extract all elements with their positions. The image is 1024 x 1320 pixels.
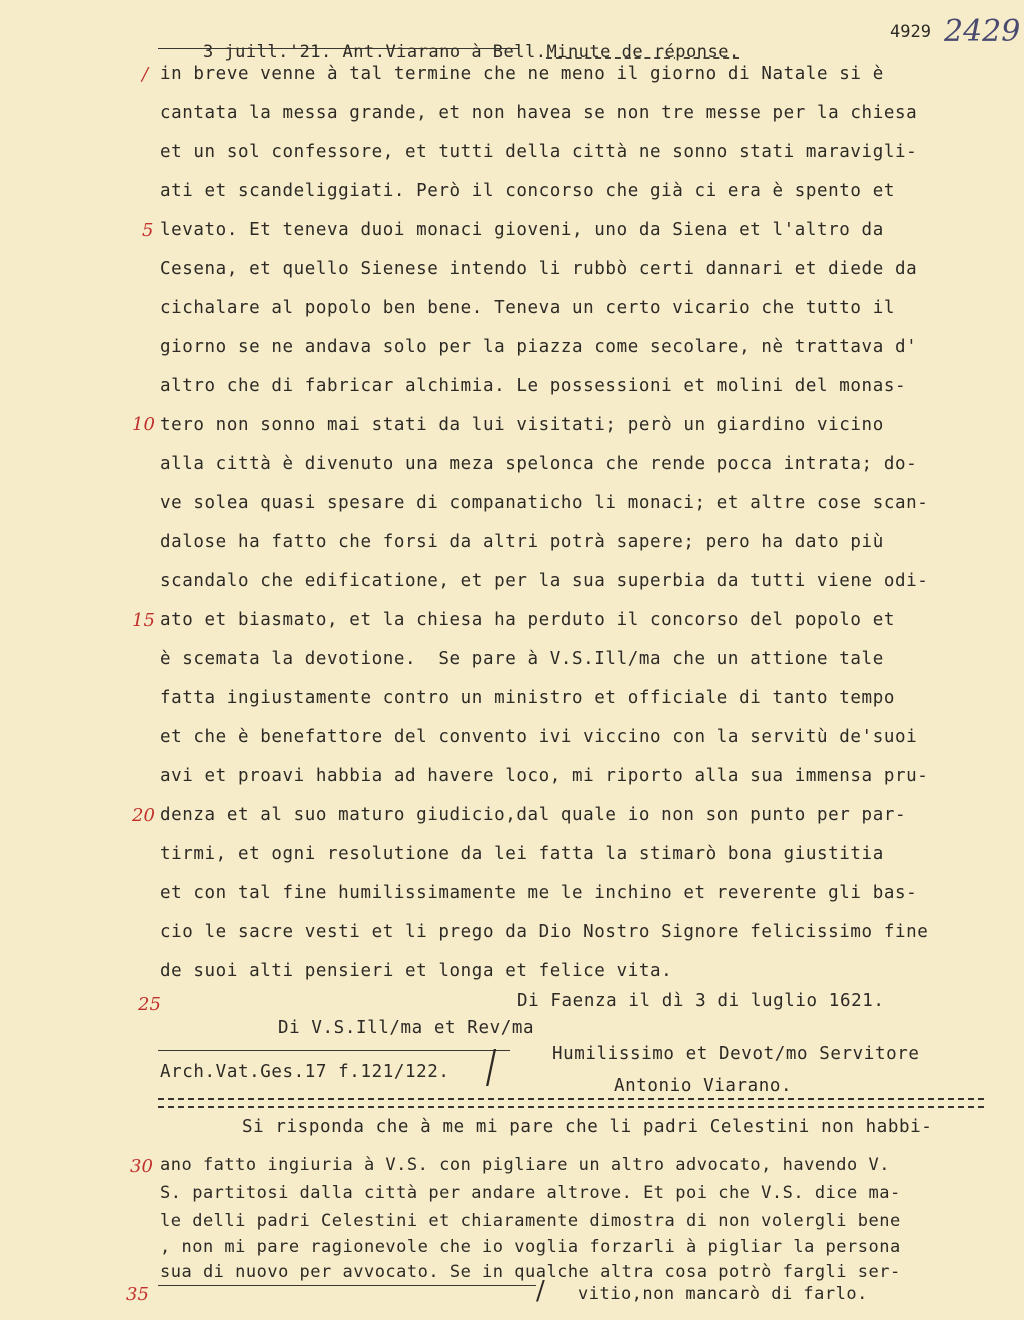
letter-line: cichalare al popolo ben bene. Teneva un certo vicario che tutto il xyxy=(160,298,895,318)
letter-line: giorno se ne andava solo per la piazza come secolare, nè trattava d' xyxy=(160,337,918,357)
closing-signature: Antonio Viarano. xyxy=(614,1076,793,1096)
letter-line: tirmi, et ogni resolutione da lei fatta la stimarò bona giustitia xyxy=(160,844,884,864)
margin-mark-30: 30 xyxy=(130,1156,153,1177)
reply-line: sua di nuovo per avvocato. Se in qualche altra cosa potrò fargli ser- xyxy=(160,1262,901,1282)
letter-line: levato. Et teneva duoi monaci gioveni, uno da Siena et l'altro da xyxy=(160,220,884,240)
letter-line: et che è benefattore del convento ivi viccino con la servitù de'suoi xyxy=(160,727,918,747)
letter-line: scandalo che edificatione, et per la sua superbia da tutti viene odi- xyxy=(160,571,929,591)
margin-mark-25: 25 xyxy=(138,994,161,1015)
letter-line: ato et biasmato, et la chiesa ha perduto il concorso del popolo et xyxy=(160,610,895,630)
reply-line: le delli padri Celestini et chiaramente dimostra di non volergli bene xyxy=(160,1211,901,1231)
letter-line: alla città è divenuto una meza spelonca che rende pocca intrata; do- xyxy=(160,454,918,474)
letter-line: è scemata la devotione. Se pare à V.S.Ill/ma che un attione tale xyxy=(160,649,884,669)
letter-line: ve solea quasi spesare di companaticho li monaci; et altre cose scan- xyxy=(160,493,929,513)
letter-line: cio le sacre vesti et li prego da Dio Nostro Signore felicissimo fine xyxy=(160,922,929,942)
reply-line: Si risponda che à me mi pare che li padri Celestini non habbi- xyxy=(242,1117,933,1137)
letter-line: in breve venne à tal termine che ne meno il giorno di Natale si è xyxy=(160,64,884,84)
letter-line: de suoi alti pensieri et longa et felice vita. xyxy=(160,961,673,981)
letter-line: denza et al suo maturo giudicio,dal quale io non son punto per par- xyxy=(160,805,907,825)
letter-line: dalose ha fatto che forsi da altri potrà sapere; pero ha dato più xyxy=(160,532,884,552)
letter-line: tero non sonno mai stati da lui visitati; però un giardino vicino xyxy=(160,415,884,435)
margin-mark-15: 15 xyxy=(132,610,155,631)
archive-slash: / xyxy=(486,1041,497,1094)
reply-line: S. partitosi dalla città per andare altrove. Et poi che V.S. dice ma- xyxy=(160,1183,901,1203)
reply-line: , non mi pare ragionevole che io voglia forzarli à pigliar la persona xyxy=(160,1237,901,1257)
reply-rule xyxy=(158,1285,536,1286)
closing-place-date: Di Faenza il dì 3 di luglio 1621. xyxy=(517,991,885,1011)
letter-line: et con tal fine humilissimamente me le inchino et reverente gli bas- xyxy=(160,883,918,903)
closing-salutation: Di V.S.Ill/ma et Rev/ma xyxy=(278,1018,535,1038)
reply-line: ano fatto ingiuria à V.S. con pigliare un altro advocato, havendo V. xyxy=(160,1155,890,1175)
margin-mark-20: 20 xyxy=(132,805,155,826)
header-date-ref: 3 juill.'21. Ant.Viarano à Bell. xyxy=(202,42,547,62)
letter-line: cantata la messa grande, et non havea se non tre messe per la chiesa xyxy=(160,103,918,123)
letter-line: ati et scandeliggiati. Però il concorso che già ci era è spento et xyxy=(160,181,895,201)
reply-slash: / xyxy=(536,1276,545,1306)
reply-line: vitio,non mancarò di farlo. xyxy=(578,1284,868,1304)
handwritten-page-number: 2429 xyxy=(944,14,1021,49)
letter-line: Cesena, et quello Sienese intendo li rubbò certi dannari et diede da xyxy=(160,259,918,279)
letter-line: avi et proavi habbia ad havere loco, mi riporto alla sua immensa pru- xyxy=(160,766,929,786)
margin-mark-1: / xyxy=(142,64,149,85)
typed-page-number: 4929 xyxy=(890,22,931,42)
letter-line: altro che di fabricar alchimia. Le possessioni et molini del monas- xyxy=(160,376,907,396)
archive-rule-top xyxy=(158,1050,510,1051)
section-separator xyxy=(158,1098,984,1108)
margin-mark-5: 5 xyxy=(142,220,154,241)
letter-line: fatta ingiustamente contro un ministro et officiale di tanto tempo xyxy=(160,688,895,708)
margin-mark-10: 10 xyxy=(132,414,155,435)
margin-mark-35: 35 xyxy=(126,1284,149,1305)
letter-line: et un sol confessore, et tutti della città ne sonno stati maravigli- xyxy=(160,142,918,162)
header-title: Minute de réponse. xyxy=(546,42,740,62)
closing-signoff: Humilissimo et Devot/mo Servitore xyxy=(552,1044,920,1064)
archive-reference: Arch.Vat.Ges.17 f.121/122. xyxy=(160,1062,450,1082)
header-rule xyxy=(158,48,518,49)
